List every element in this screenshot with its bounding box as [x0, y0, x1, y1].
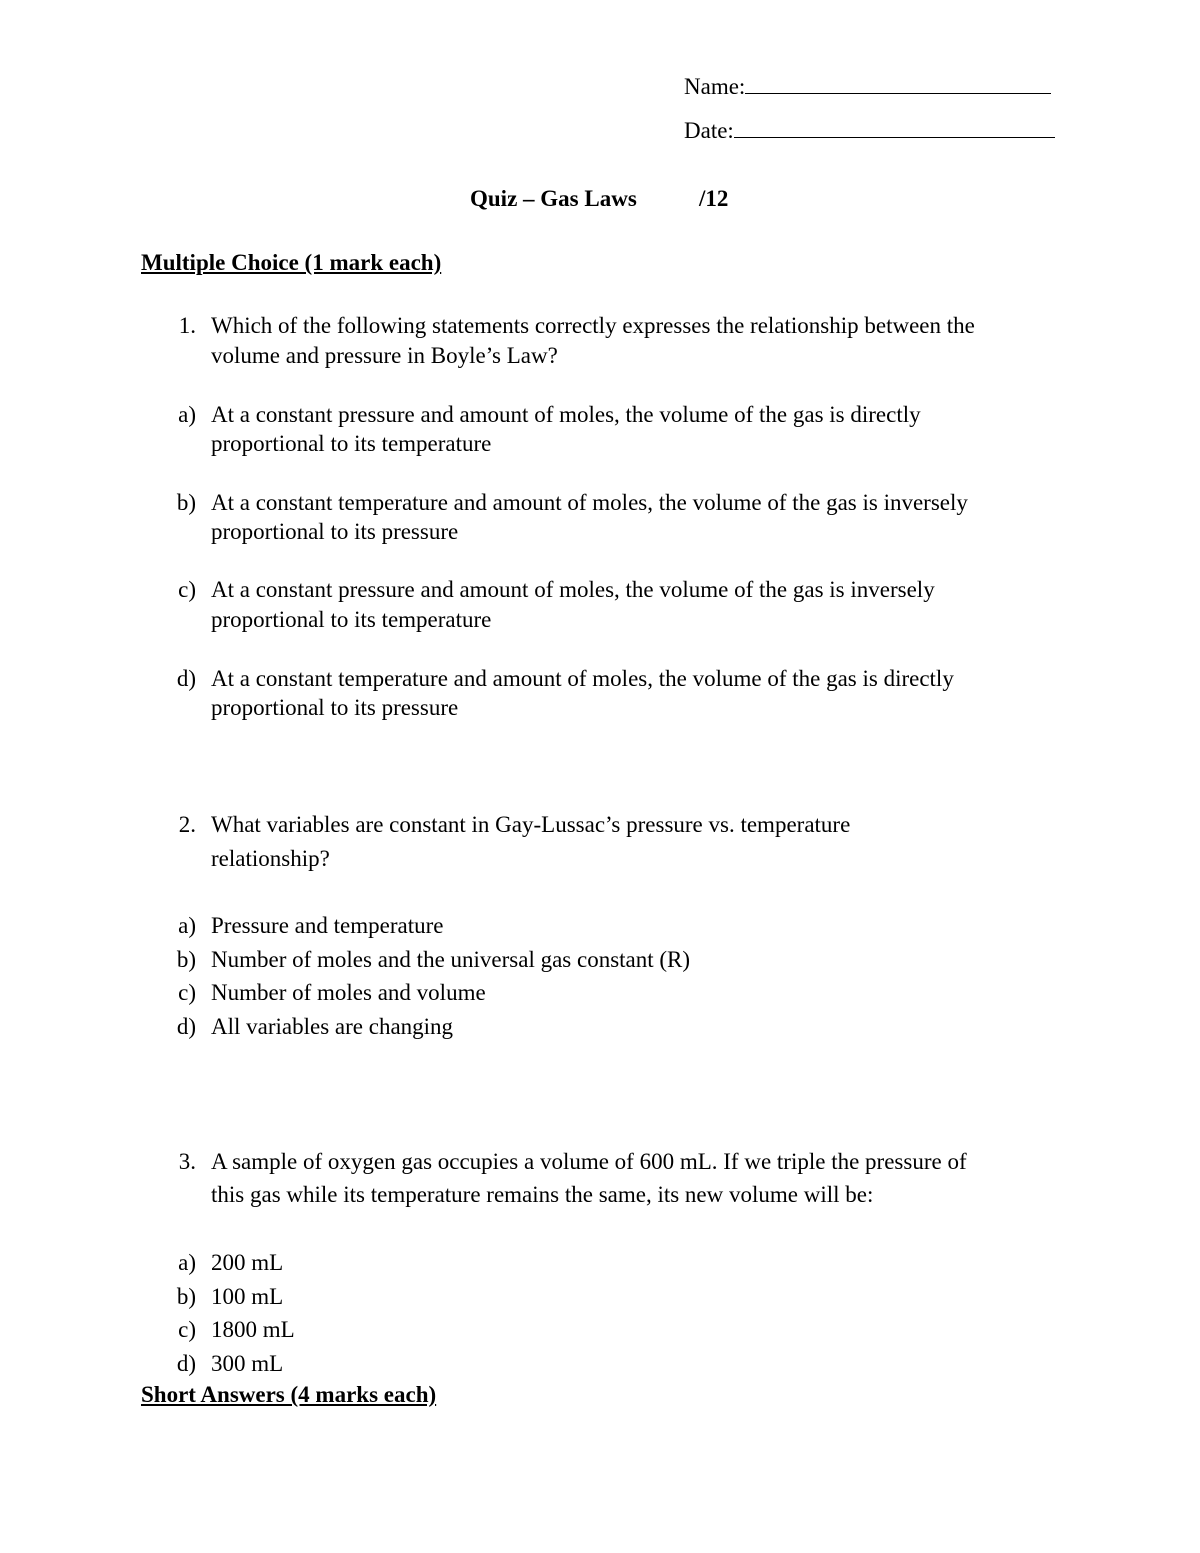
- option-letter: c): [178, 1317, 196, 1342]
- question-text-line1: Which of the following statements correctly expresses the relationship between the: [211, 313, 975, 338]
- question-number: 3.: [178, 1149, 196, 1174]
- option-text: Number of moles and the universal gas constant (R): [211, 947, 691, 972]
- date-label: Date:: [684, 118, 734, 143]
- option-letter: b): [176, 1284, 196, 1309]
- option-letter: d): [176, 1014, 196, 1039]
- question-number: 1.: [178, 313, 196, 338]
- option-text-line2: proportional to its pressure: [211, 695, 459, 720]
- option-text: Pressure and temperature: [211, 913, 444, 938]
- date-input-line[interactable]: [734, 115, 1055, 138]
- question-text-line2: this gas while its temperature remains the same, its new volume will be:: [211, 1182, 874, 1207]
- question-text-line1: A sample of oxygen gas occupies a volume of 600 mL. If we triple the pressure of: [211, 1149, 967, 1174]
- name-field[interactable]: [684, 71, 1051, 102]
- option-text: All variables are changing: [211, 1014, 454, 1039]
- option-text: Number of moles and volume: [211, 980, 486, 1005]
- question-text-line1: What variables are constant in Gay-Lussac’s pressure vs. temperature: [211, 812, 851, 837]
- date-field[interactable]: [684, 115, 1055, 146]
- option-letter: d): [176, 666, 196, 691]
- option-letter: b): [176, 947, 196, 972]
- option-text-line1: At a constant temperature and amount of moles, the volume of the gas is inversely: [211, 490, 968, 515]
- question-text-line2: relationship?: [211, 846, 330, 871]
- quiz-score: /12: [699, 186, 729, 211]
- question-text-line2: volume and pressure in Boyle’s Law?: [211, 343, 558, 368]
- option-letter: d): [176, 1351, 196, 1376]
- question-number: 2.: [178, 812, 196, 837]
- quiz-title: Quiz – Gas Laws: [470, 186, 637, 211]
- option-letter: c): [178, 577, 196, 602]
- option-text: 200 mL: [211, 1250, 284, 1275]
- option-text-line2: proportional to its temperature: [211, 431, 492, 456]
- option-text-line2: proportional to its temperature: [211, 607, 492, 632]
- option-letter: b): [176, 490, 196, 515]
- option-text-line2: proportional to its pressure: [211, 519, 459, 544]
- option-text: 100 mL: [211, 1284, 284, 1309]
- option-letter: a): [178, 402, 196, 427]
- option-text-line1: At a constant pressure and amount of moles, the volume of the gas is directly: [211, 402, 921, 427]
- option-text-line1: At a constant pressure and amount of moles, the volume of the gas is inversely: [211, 577, 935, 602]
- option-letter: a): [178, 913, 196, 938]
- name-input-line[interactable]: [745, 71, 1051, 94]
- option-text: 1800 mL: [211, 1317, 295, 1342]
- option-letter: a): [178, 1250, 196, 1275]
- option-text: 300 mL: [211, 1351, 284, 1376]
- option-text-line1: At a constant temperature and amount of moles, the volume of the gas is directly: [211, 666, 954, 691]
- section-short-answers: Short Answers (4 marks each): [141, 1382, 437, 1407]
- name-label: Name:: [684, 74, 746, 99]
- option-letter: c): [178, 980, 196, 1005]
- section-multiple-choice: Multiple Choice (1 mark each): [141, 250, 442, 275]
